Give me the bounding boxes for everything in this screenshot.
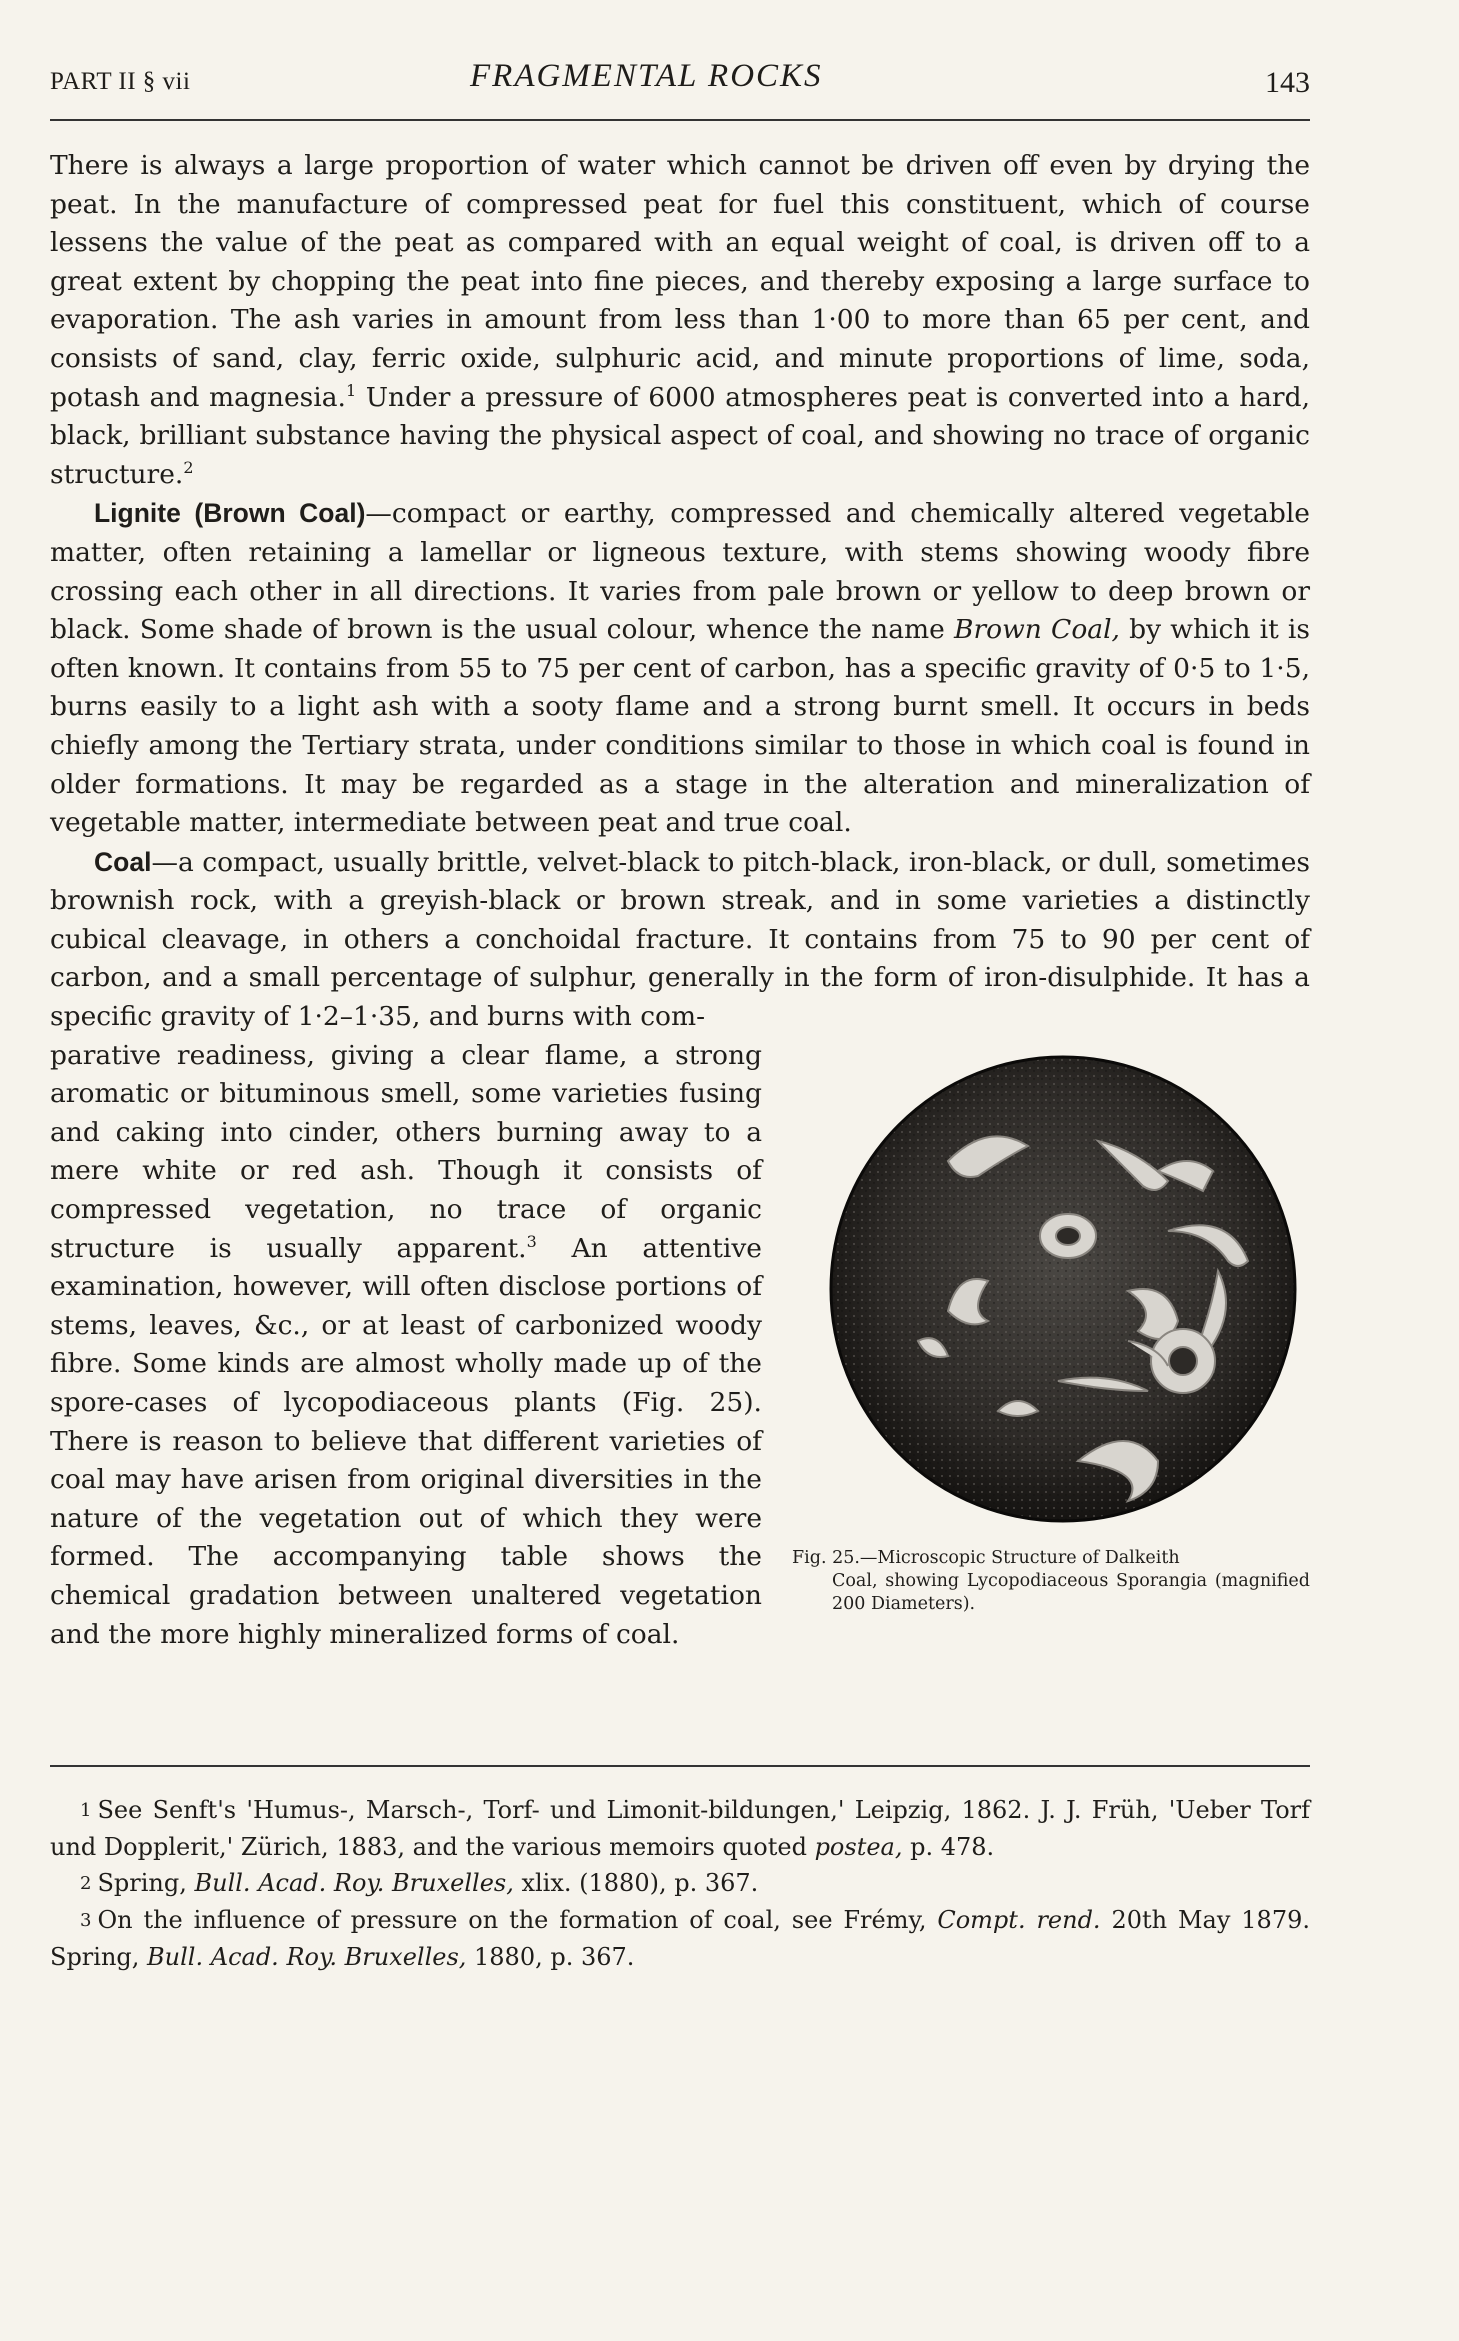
footnote-3: 3 On the influence of pressure on the formation of coal, see Frémy, Compt. rend. 20th May 1879. Spring, Bull. Acad. Roy. Bruxelles, 1880, p. 367. [50,1906,1310,1971]
microscope-image [828,1041,1298,1541]
figure-caption: Fig. 25.—Microscopic Structure of Dalkeith Coal, showing Lycopodiaceous Sporangia (magnified 200 Diameters). [792,1547,1310,1614]
footnote-ref-2: 2 [183,457,194,477]
term-lignite: Lignite (Brown Coal) [94,498,366,529]
part-section-label: PART II § vii [50,68,191,95]
header-rule [50,119,1310,121]
paragraph-coal: Coal—a compact, usually brittle, velvet-black to pitch-black, iron-black, or dull, sometimes brownish rock, with a greyish-black or brown streak, and in some varieties a distinctly cubical cleavage, in others a conchoidal fracture. It contains from 75 to 90 per cent of carbon, and a small percentage of sulphur, generally in the form of iron-disulphide. It has a specific gravity of 1·2–1·35, and burns with com- [50,846,1310,1033]
paragraph-peat: There is always a large proportion of water which cannot be driven off even by drying the peat. In the manufacture of compressed peat for fuel this constituent, which of course lessens the value of the peat as compared with an equal weight of coal, is driven off to a great extent by chopping the peat into fine pieces, and thereby exposing a large surface to evaporation. The ash varies in amount from less than 1·00 to more than 65 per cent, and consists of sand, clay, ferric oxide, sulphuric acid, and minute proportions of lime, soda, potash and magnesia.$^1$ Under a pressure of 6000 atmospheres peat is converted into a hard, black, brilliant substance having the physical aspect of coal, and showing no trace of organic structure.$^2$ [50,150,1310,490]
coal-continued-block [50,1037,1310,1655]
footnote-ref-1: 1 [345,380,357,400]
running-header [50,52,1310,110]
footnotes [50,1792,1310,1975]
page-number: 143 [1265,66,1310,99]
main-text [50,147,1310,1654]
page [50,52,1311,1971]
paragraph-lignite: Lignite (Brown Coal)—compact or earthy, compressed and chemically altered vegetable matter, often retaining a lamellar or ligneous texture, with stems showing woody fibre crossing each other in all directions. It varies from pale brown or yellow to deep brown or black. Some shade of brown is the usual colour, whence the name Brown Coal, by which it is often known. It contains from 55 to 75 per cent of carbon, has a specific gravity of 0·5 to 1·5, burns easily to a light ash with a sooty flame and a strong burnt smell. It occurs in beds chiefly among the Tertiary strata, under conditions similar to those in which coal is found in older formations. It may be regarded as a stage in the alteration and mineralization of vegetable matter, intermediate between peat and true coal. [50,498,1311,839]
coal-continued-text: parative readiness, giving a clear flame, a strong aromatic or bituminous smell, some varieties fusing and caking into cinder, others burning away to a mere white or red ash. Though it consists of compressed vegetation, no trace of organic structure is usually apparent.$^3$ An attentive examination, however, will often disclose portions of stems, leaves, &c., or at least of carbonized woody fibre. Some kinds are almost wholly made up of the spore-cases of lycopodiaceous plants (Fig. 25). There is reason to believe that different varieties of coal may have arisen from original diversities in the nature of the vegetation out of which they were formed. The accompanying table shows the chemical gradation between unaltered vegetation and the more highly mineralized forms of coal. [50,1039,762,1650]
running-title: FRAGMENTAL ROCKS [470,58,823,94]
footnote-1: 1 See Senft's 'Humus-, Marsch-, Torf- und Limonit-bildungen,' Leipzig, 1862. J. J. Früh, 'Ueber Torf und Dopplerit,' Zürich, 1883, and the various memoirs quoted postea, p. 478. [50,1796,1310,1861]
term-coal: Coal [94,846,152,877]
footnote-2: 2 Spring, Bull. Acad. Roy. Bruxelles, xlix. (1880), p. 367. [80,1869,759,1897]
figure-25 [788,1041,1310,1616]
footnote-rule [50,1765,1310,1767]
footnote-ref-3: 3 [526,1231,537,1251]
